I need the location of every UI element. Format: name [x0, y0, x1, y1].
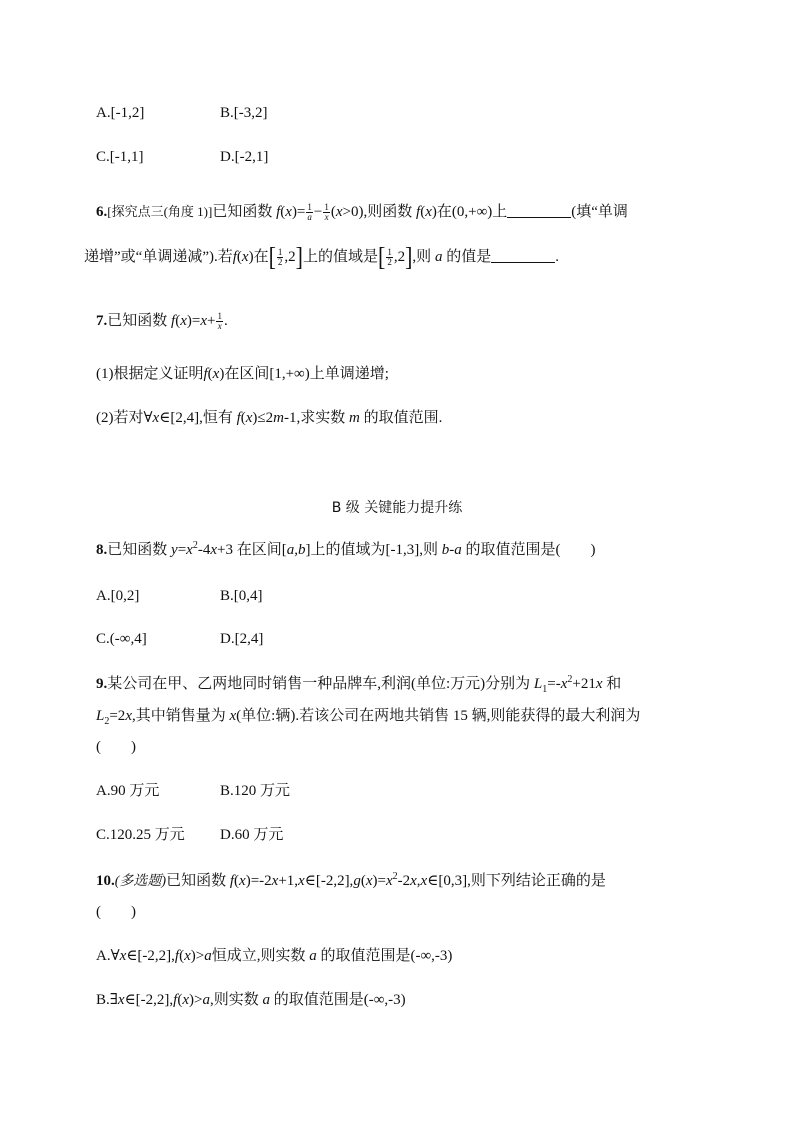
q8-number: 8.	[96, 542, 108, 558]
q6-text: (填“单调	[571, 204, 628, 220]
q5-option-d: D.[-2,1]	[220, 149, 269, 165]
q7-number: 7.	[96, 313, 108, 329]
q10-text: ,则实数	[209, 992, 263, 1008]
q8-text: 已知函数	[107, 542, 172, 558]
q10-text: ∈[-2,2],	[126, 948, 175, 964]
answer-blank[interactable]	[507, 203, 571, 218]
q9-line3: ( )	[96, 739, 136, 755]
right-bracket: ]	[405, 241, 413, 272]
q10-text: ∈[-2,2],	[304, 873, 354, 889]
q8-text: 的取值范围是( )	[461, 542, 596, 558]
q6-text: ,则	[412, 249, 435, 265]
q8-option-b: B.[0,4]	[220, 588, 263, 604]
q9-text: +21	[572, 676, 596, 692]
q9-number: 9.	[96, 676, 108, 692]
q8-text: ]上的值域为[-1,3],则	[305, 542, 442, 558]
q10-text: ∈[-2,2],	[124, 992, 174, 1008]
q6-text: 递增”或“单调递减”).若	[84, 249, 233, 265]
q8-option-d: D.[2,4]	[220, 631, 264, 647]
q9-option-d: D.60 万元	[220, 827, 284, 843]
fraction-1-over-x: $\frac{1}{x}$	[217, 311, 222, 332]
q8-option-c: C.(-∞,4]	[96, 631, 147, 647]
q10-option-b: B.∃x∈[-2,2],f(x)>a,则实数 a 的取值范围是(-∞,-3)	[96, 992, 406, 1008]
q9-text: 某公司在甲、乙两地同时销售一种品牌车,利润(单位:万元)分别为	[107, 676, 534, 692]
q6-line1: 6.[探究点三(角度 1)]已知函数 f(x)= $\frac{1}{a}$ − $\frac{1}{x}$ (x>0),则函数 f(x)在(0,+∞)上 (填“单调	[96, 202, 628, 223]
q7-text: 在区间[1,+∞)上单调递增;	[224, 366, 389, 382]
fraction-1-over-2: $\frac{1}{2}$	[387, 247, 392, 268]
q8-stem: 8.已知函数 $y=x^2-4x+3$ 在区间[a,b]上的值域为[-1,3],则 b-a 的取值范围是( )	[96, 540, 596, 558]
q6-text: 在	[253, 249, 269, 265]
fraction-1-over-2: $\frac{1}{2}$	[277, 247, 283, 268]
q9-text: (单位:辆).若该公司在两地共销售 15 辆,则能获得的最大利润为	[236, 708, 641, 724]
q7-text: (2)若对∀	[96, 410, 153, 426]
answer-blank[interactable]	[491, 248, 555, 263]
q6-text: (	[330, 204, 336, 220]
q7-text: 的取值范围.	[359, 410, 443, 426]
fraction-1-over-x: $\frac{1}{x}$	[324, 202, 329, 223]
q10-line2: ( )	[96, 904, 136, 920]
q6-text: >0),则函数	[342, 204, 417, 220]
q10-text: +1,	[278, 873, 299, 889]
q9-line1: 9.某公司在甲、乙两地同时销售一种品牌车,利润(单位:万元)分别为 $L_1=-x^2+21x$ 和	[96, 674, 622, 695]
q9-text: ,其中销售量为	[131, 708, 230, 724]
q10-text: -2	[397, 873, 411, 889]
q6-text: 在(0,+∞)上	[436, 204, 508, 220]
q8-text: -4	[197, 542, 211, 558]
q9-option-c: C.120.25 万元	[96, 827, 185, 843]
q10-text: 已知函数	[166, 873, 230, 889]
q8-text: +3 在区间[	[217, 542, 287, 558]
q5-option-a: A.[-1,2]	[96, 105, 145, 121]
q9-text: =2	[109, 708, 126, 724]
q10-text: A.∀	[96, 948, 120, 964]
q9-option-a: A.90 万元	[96, 783, 160, 799]
q7-text: ≤2	[257, 410, 274, 426]
q10-text: 的取值范围是(-∞,-3)	[270, 992, 406, 1008]
q7-part2: (2)若对∀x∈[2,4],恒有 f(x)≤2m-1,求实数 m 的取值范围.	[96, 410, 443, 426]
q5-option-c: C.[-1,1]	[96, 149, 144, 165]
q8-option-a: A.[0,2]	[96, 588, 140, 604]
q10-stem: 10.(多选题)已知函数 $f(x)=-2x+1,x\in[-2,2],g(x)=x^2-2x,x\in[0,3]$,则下列结论正确的是	[96, 871, 606, 889]
q10-text: B.∃	[96, 992, 118, 1008]
q6-text: ,2	[284, 249, 296, 265]
q7-stem: 7.已知函数 f(x)=x+ $\frac{1}{x}$ .	[96, 311, 228, 332]
q5-option-b: B.[-3,2]	[220, 105, 268, 121]
right-bracket: ]	[295, 241, 303, 272]
q10-text: =-2	[250, 873, 272, 889]
q10-text: ∈[0,3],则下列结论正确的是	[427, 873, 606, 889]
fraction-1-over-a: $\frac{1}{a}$	[307, 202, 312, 223]
q6-line2: 递增”或“单调递减”).若f(x)在[ $\frac{1}{2}$ ,2]上的值域是[ $\frac{1}{2}$ ,2],则 a 的值是 .	[84, 241, 559, 272]
q9-text: 和	[602, 676, 622, 692]
q6-text: 的值是	[442, 249, 492, 265]
q6-text: 已知函数	[212, 204, 277, 220]
q7-text: 已知函数	[107, 313, 172, 329]
q9-option-b: B.120 万元	[220, 783, 291, 799]
q6-text: 上的值域是	[303, 249, 379, 265]
left-bracket: [	[378, 241, 386, 272]
q10-number: 10.	[96, 873, 115, 889]
q7-text: (1)根据定义证明	[96, 366, 204, 382]
q9-line2: $L_2=2x$,其中销售量为 x(单位:辆).若该公司在两地共销售 15 辆,则能获得的最大利润为	[96, 708, 641, 727]
q6-tag: [探究点三(角度 1)]	[107, 204, 213, 219]
q10-text: 恒成立,则实数	[211, 948, 310, 964]
q6-text: ,2	[393, 249, 406, 265]
q7-text: ∈[2,4],恒有	[159, 410, 237, 426]
left-bracket: [	[268, 241, 276, 272]
q10-text: 的取值范围是(-∞,-3)	[316, 948, 453, 964]
q7-part1: (1)根据定义证明f(x)在区间[1,+∞)上单调递增;	[96, 366, 389, 382]
q7-text: -1,求实数	[284, 410, 349, 426]
q10-option-a: A.∀x∈[-2,2],f(x)>a恒成立,则实数 a 的取值范围是(-∞,-3)	[96, 948, 453, 964]
section-title: B 级 关键能力提升练	[331, 500, 463, 516]
q6-text: .	[555, 249, 559, 265]
q6-number: 6.	[96, 204, 108, 220]
q10-tag: (多选题)	[114, 874, 167, 889]
